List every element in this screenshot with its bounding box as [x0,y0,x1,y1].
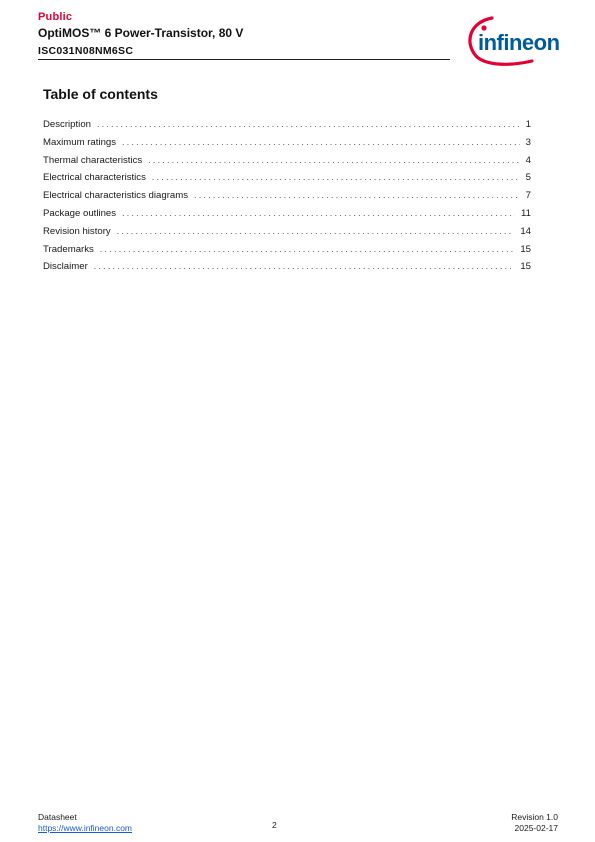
footer-website-link[interactable]: https://www.infineon.com [38,823,133,833]
toc-dot-leader [122,205,515,223]
toc-entry-label: Electrical characteristics diagrams [43,190,189,202]
footer-date: 2025-02-17 [514,823,558,833]
toc-entry-page: 1 [525,119,531,130]
toc-dot-leader [194,187,520,205]
toc-entry[interactable] [43,205,531,223]
classification-label: Public [38,11,73,23]
footer-page-number: 2 [272,820,277,830]
toc-entry-page: 7 [525,190,531,202]
toc-entry[interactable] [43,152,531,170]
toc-entry-label: Trademarks [43,243,94,255]
toc-entry[interactable] [43,169,531,187]
logo-wordmark: infineon [478,30,560,55]
footer-revision: Revision 1.0 [511,812,558,822]
toc-entry-page: 11 [521,207,531,219]
toc-entry-label: Revision history [43,225,111,237]
toc-list [43,116,531,276]
toc-entry[interactable] [43,258,531,276]
toc-entry-label: Thermal characteristics [43,154,143,166]
toc-dot-leader [117,223,515,241]
document-title: OptiMOS™ 6 Power-Transistor, 80 V [38,26,244,40]
toc-entry-label: Description [43,119,91,130]
toc-entry-page: 15 [520,261,531,273]
footer-doc-type: Datasheet [38,812,77,822]
toc-entry-label: Disclaimer [43,261,88,273]
toc-entry-page: 4 [525,154,531,166]
toc-entry[interactable] [43,134,531,152]
toc-entry-label: Electrical characteristics [43,172,146,184]
toc-dot-leader [94,258,515,276]
infineon-logo [462,12,578,68]
toc-dot-leader [97,116,520,134]
header-divider [38,59,450,60]
toc-dot-leader [100,241,515,259]
part-number: ISC031N08NM6SC [38,45,134,57]
toc-entry-page: 14 [520,225,531,237]
toc-entry[interactable] [43,187,531,205]
toc-entry-page: 15 [520,243,531,255]
toc-entry-page: 3 [525,136,531,148]
toc-dot-leader [122,134,520,152]
toc-entry-label: Maximum ratings [43,136,117,148]
toc-dot-leader [152,169,520,187]
footer-left [38,812,132,834]
toc-heading: Table of contents [43,86,158,102]
toc-entry[interactable] [43,223,531,241]
toc-entry[interactable] [43,116,531,134]
footer-right [511,812,558,834]
toc-entry-label: Package outlines [43,207,117,219]
toc-entry-page: 5 [525,172,531,184]
toc-entry[interactable] [43,241,531,259]
toc-dot-leader [148,152,519,170]
